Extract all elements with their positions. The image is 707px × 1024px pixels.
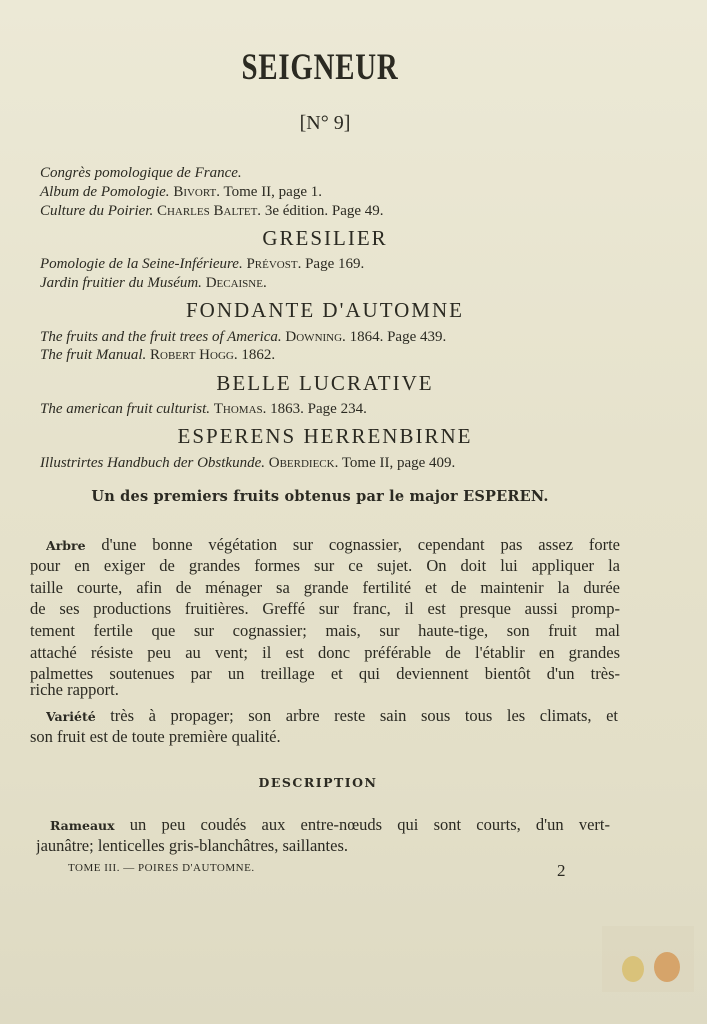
ref-detail: 1862. — [241, 347, 276, 363]
ref-title: Illustrirtes Handbuch der Obstkunde. — [40, 455, 265, 471]
ref-author: Decaisne. — [205, 275, 267, 291]
body-line: taille courte, afin de ménager sa grande fertilité et de maintenir la durée — [30, 578, 620, 597]
ref-author: Robert Hogg. — [150, 347, 238, 363]
ref-detail: 1863. Page 234. — [270, 401, 367, 417]
ref-author: Downing. — [285, 329, 346, 345]
body-line: palmettes soutenues par un treillage et qui deviennent bientôt d'un très- — [30, 664, 620, 683]
body-line — [46, 706, 618, 728]
ref-detail: Page 169. — [305, 256, 365, 272]
body-line: riche rapport. — [30, 680, 119, 699]
ref-author: Thomas. — [213, 401, 267, 417]
synonym-heading: FONDANTE D'AUTOMNE — [186, 298, 464, 322]
ref-title: The fruits and the fruit trees of America. — [40, 329, 282, 345]
ref-author: Oberdieck. — [268, 455, 339, 471]
body-text: d'une bonne végétation sur cognassier, cependant pas assez forte — [101, 535, 620, 554]
paragraph-lead: Rameaux — [50, 818, 115, 833]
paragraph-lead: Arbre — [46, 538, 86, 553]
pear-icon — [654, 952, 680, 982]
ref-title: Jardin fruitier du Muséum. — [40, 275, 202, 291]
synonym-heading: ESPERENS HERRENBIRNE — [177, 424, 473, 448]
ref-author: Charles Baltet. — [156, 203, 262, 219]
reference-line — [40, 347, 275, 364]
ref-title: Congrès pomologique de France. — [40, 165, 242, 181]
body-line: tement fertile que sur cognassier; mais, sur haute-tige, son fruit mal — [30, 621, 620, 640]
body-line: son fruit est de toute première qualité. — [30, 727, 281, 746]
ref-title: Pomologie de la Seine-Inférieure. — [40, 256, 243, 272]
reference-line — [40, 401, 367, 418]
page-title: SEIGNEUR — [241, 47, 399, 88]
description-heading: DESCRIPTION — [258, 775, 378, 790]
body-line — [50, 815, 610, 837]
reference-line — [40, 275, 267, 292]
ref-author: Bivort. — [173, 184, 221, 200]
body-text: un peu coudés aux entre-nœuds qui sont courts, d'un vert- — [129, 815, 610, 834]
variety-number: [N° 9] — [299, 112, 351, 134]
ref-title: Album de Pomologie. — [40, 184, 170, 200]
reference-line — [40, 184, 322, 201]
ref-detail: Tome II, page 1. — [223, 184, 322, 200]
ref-title: The fruit Manual. — [40, 347, 147, 363]
ref-detail: Tome II, page 409. — [341, 455, 456, 471]
ref-author: Prévost. — [246, 256, 302, 272]
ref-detail: 1864. Page 439. — [349, 329, 447, 345]
body-line: attaché résiste peu au vent; il est donc préférable de l'établir en grandes — [30, 643, 620, 662]
synonym-heading: BELLE LUCRATIVE — [216, 371, 434, 395]
page-signature: 2 — [557, 861, 566, 880]
body-line: jaunâtre; lenticelles gris-blanchâtres, saillantes. — [36, 836, 349, 855]
body-line — [46, 535, 620, 557]
paragraph-lead: Variété — [46, 709, 96, 724]
reference-line — [40, 203, 384, 220]
reference-line — [40, 165, 242, 182]
pear-icon — [622, 956, 644, 982]
fruit-thumbnail-watermark — [602, 926, 694, 992]
body-text: très à propager; son arbre reste sain sous tous les climats, et — [110, 706, 618, 725]
reference-line — [40, 455, 455, 472]
origin-note: Un des premiers fruits obtenus par le major ESPEREN. — [91, 488, 549, 505]
reference-line — [40, 329, 446, 346]
reference-line — [40, 256, 364, 273]
body-line: pour en exiger de grandes formes sur ce sujet. On doit lui appliquer la — [30, 556, 620, 575]
synonym-heading: GRESILIER — [262, 226, 388, 250]
ref-title: Culture du Poirier. — [40, 203, 154, 219]
body-line: de ses productions fruitières. Greffé sur franc, il est presque aussi promp- — [30, 599, 620, 618]
ref-detail: 3e édition. Page 49. — [264, 203, 384, 219]
ref-title: The american fruit culturist. — [40, 401, 210, 417]
footer-signature: TOME III. — POIRES D'AUTOMNE. — [68, 862, 255, 874]
